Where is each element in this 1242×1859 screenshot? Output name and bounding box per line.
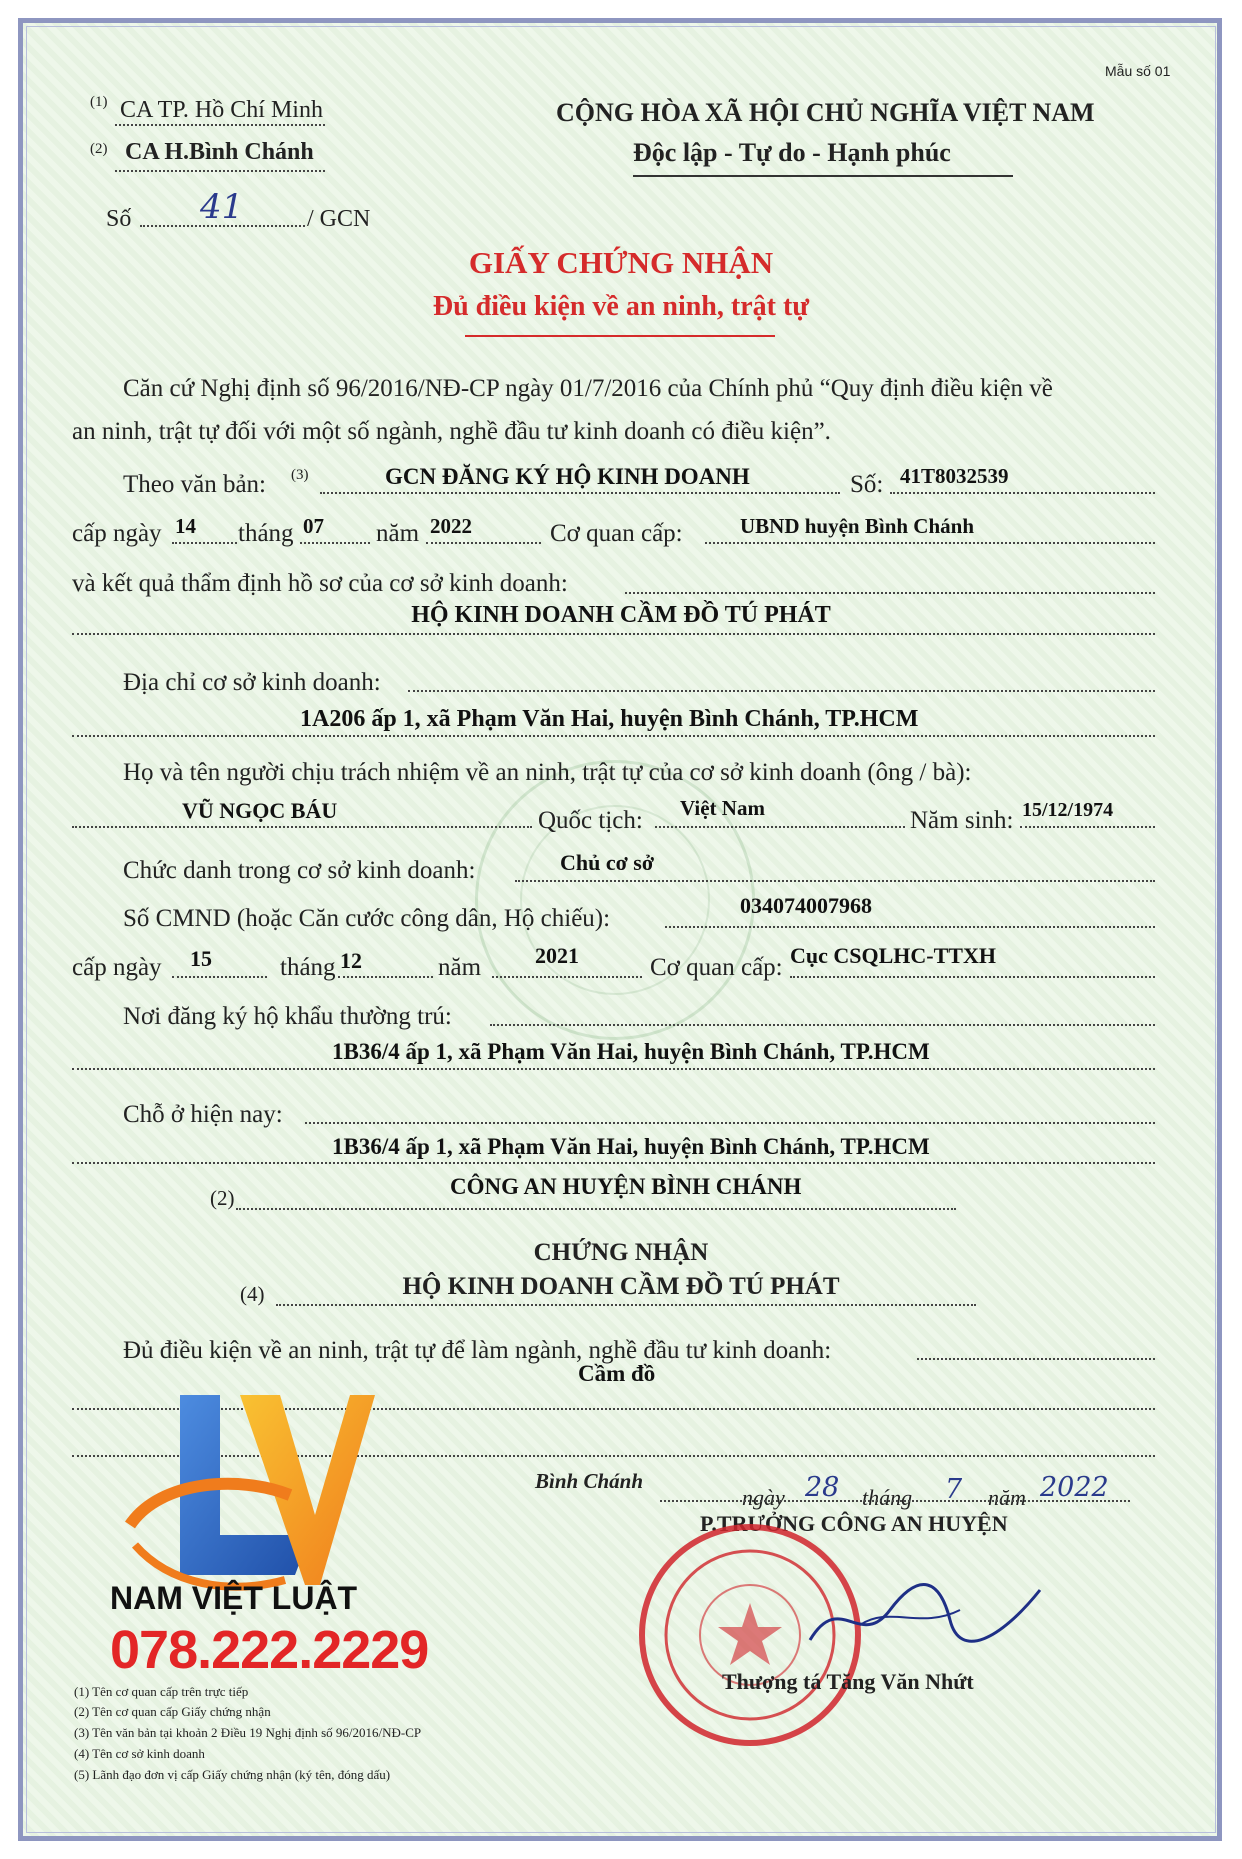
issue-year-dots <box>426 542 541 544</box>
issue-year-label: năm <box>376 520 420 547</box>
address-label: Địa chỉ cơ sở kinh doanh: <box>123 669 381 696</box>
issuing-ref: (2) <box>210 1186 235 1210</box>
certified-value: HỘ KINH DOANH CẦM ĐỒ TÚ PHÁT <box>402 1273 840 1300</box>
number-label: Số <box>106 206 132 232</box>
residence-label: Nơi đăng ký hộ khẩu thường trú: <box>123 1003 452 1030</box>
nationality-value: Việt Nam <box>680 796 765 820</box>
id-day-dots <box>172 976 267 978</box>
birth-dots <box>1020 826 1155 828</box>
current-value: 1B36/4 ấp 1, xã Phạm Văn Hai, huyện Bình Chánh, TP.HCM <box>332 1134 930 1159</box>
sign-year-label: năm <box>988 1485 1026 1510</box>
footnote-ref-3: (3) <box>291 467 309 483</box>
business-name-dots <box>72 633 1155 635</box>
so-dots <box>890 492 1155 494</box>
position-value: Chủ cơ sở <box>560 850 655 875</box>
person-name: VŨ NGỌC BÁU <box>182 798 338 823</box>
document-title: GIẤY CHỨNG NHẬN <box>468 245 774 280</box>
nationality-label: Quốc tịch: <box>538 807 643 834</box>
position-dots <box>515 880 1155 882</box>
sign-day: 28 <box>805 1472 840 1503</box>
certifies-label: CHỨNG NHẬN <box>533 1239 709 1266</box>
sign-month-label: tháng <box>862 1485 913 1510</box>
so-value: 41T8032539 <box>900 464 1009 488</box>
agency-line-1-dots <box>115 124 325 126</box>
appraisal-label: và kết quả thẩm định hồ sơ của cơ sở kinh doanh: <box>72 570 568 597</box>
issuer-label: Cơ quan cấp: <box>550 520 683 547</box>
residence-dots <box>72 1068 1155 1070</box>
issue-month-dots <box>300 542 370 544</box>
id-month-label: tháng <box>280 954 336 981</box>
id-month-dots <box>338 976 433 978</box>
id-year-label: năm <box>438 954 482 981</box>
agency-line-2: CA H.Bình Chánh <box>125 139 314 165</box>
eligible-dots <box>917 1358 1155 1360</box>
issuing-value: CÔNG AN HUYỆN BÌNH CHÁNH <box>450 1174 802 1199</box>
footnote-5: (5) Lãnh đạo đơn vị cấp Giấy chứng nhận (ký tên, đóng dấu) <box>74 1767 391 1782</box>
id-issuer-value: Cục CSQLHC-TTXH <box>790 943 996 968</box>
id-dots <box>665 926 1155 928</box>
eligible-label: Đủ điều kiện về an ninh, trật tự để làm ngành, nghề đầu tư kinh doanh: <box>123 1337 832 1364</box>
id-year: 2021 <box>535 943 579 968</box>
number-dots <box>140 225 305 227</box>
id-day-label: cấp ngày <box>72 954 162 981</box>
signer-title: P.TRƯỞNG CÔNG AN HUYỆN <box>700 1511 1008 1536</box>
national-title: CỘNG HÒA XÃ HỘI CHỦ NGHĨA VIỆT NAM <box>556 98 1095 127</box>
document-subtitle: Đủ điều kiện về an ninh, trật tự <box>432 291 810 322</box>
address-value: 1A206 ấp 1, xã Phạm Văn Hai, huyện Bình Chánh, TP.HCM <box>300 706 919 732</box>
sign-place: Bình Chánh <box>535 1469 643 1493</box>
residence-label-dots <box>490 1024 1155 1026</box>
certified-dots <box>276 1304 976 1306</box>
address-label-dots <box>408 690 1155 692</box>
issuer-dots <box>705 542 1155 544</box>
doc-value: GCN ĐĂNG KÝ HỘ KINH DOANH <box>385 464 750 489</box>
doc-label: Theo văn bản: <box>123 471 267 498</box>
footnote-1: (1) Tên cơ quan cấp trên trực tiếp <box>74 1684 249 1699</box>
doc-dots <box>320 492 840 494</box>
issuer-value: UBND huyện Bình Chánh <box>740 514 975 538</box>
id-month: 12 <box>340 948 362 973</box>
id-issuer-dots <box>790 976 1155 978</box>
sign-year: 2022 <box>1040 1472 1109 1503</box>
basis-line-2: an ninh, trật tự đối với một số ngành, nghề đầu tư kinh doanh có điều kiện”. <box>72 418 831 445</box>
national-motto: Độc lập - Tự do - Hạnh phúc <box>633 138 951 167</box>
footnote-3: (3) Tên văn bản tại khoản 2 Điều 19 Nghị định số 96/2016/NĐ-CP <box>74 1725 422 1740</box>
sign-date-dots <box>660 1500 1130 1502</box>
certified-ref: (4) <box>240 1282 265 1306</box>
issue-day: 14 <box>175 514 196 538</box>
id-day: 15 <box>190 946 212 971</box>
id-value: 034074007968 <box>740 893 872 918</box>
handwritten-signature <box>800 1570 1060 1660</box>
current-dots <box>72 1162 1155 1164</box>
title-underline <box>465 335 775 337</box>
appraisal-dots <box>625 592 1155 594</box>
agency-line-2-dots <box>115 170 325 172</box>
footnote-4: (4) Tên cơ sở kinh doanh <box>74 1746 205 1761</box>
footnote-2: (2) Tên cơ quan cấp Giấy chứng nhận <box>74 1704 271 1719</box>
address-dots <box>72 735 1155 737</box>
id-issuer-label: Cơ quan cấp: <box>650 954 783 981</box>
issue-day-label: cấp ngày <box>72 520 162 547</box>
footnote-ref-1: (1) <box>90 94 108 110</box>
nationality-dots <box>655 826 905 828</box>
issue-month-label: tháng <box>238 520 294 547</box>
basis-line-1: Căn cứ Nghị định số 96/2016/NĐ-CP ngày 01/7/2016 của Chính phủ “Quy định điều kiện về <box>123 375 1053 402</box>
signer-name: Thượng tá Tăng Văn Nhứt <box>722 1669 974 1694</box>
sign-day-label: ngày <box>742 1485 785 1510</box>
birth-value: 15/12/1974 <box>1022 799 1114 821</box>
current-label-dots <box>305 1122 1155 1124</box>
number-suffix: / GCN <box>307 206 371 232</box>
brand-logo <box>120 1385 380 1600</box>
certificate-number: 41 <box>200 187 244 227</box>
so-label: Số: <box>850 471 884 498</box>
footnote-ref-2: (2) <box>90 141 108 157</box>
brand-phone: 078.222.2229 <box>110 1620 429 1680</box>
issue-month: 07 <box>303 514 324 538</box>
birth-label: Năm sinh: <box>910 807 1014 834</box>
trade-value: Cầm đồ <box>578 1361 656 1386</box>
form-code: Mẫu số 01 <box>1105 63 1171 79</box>
residence-value: 1B36/4 ấp 1, xã Phạm Văn Hai, huyện Bình Chánh, TP.HCM <box>332 1039 930 1064</box>
sign-month: 7 <box>945 1474 963 1505</box>
issue-year: 2022 <box>430 514 472 538</box>
id-year-dots <box>492 976 642 978</box>
motto-underline <box>633 175 1013 177</box>
person-label: Họ và tên người chịu trách nhiệm về an ninh, trật tự của cơ sở kinh doanh (ông / bà): <box>123 759 972 786</box>
agency-line-1: CA TP. Hồ Chí Minh <box>120 97 323 123</box>
issuing-dots <box>236 1208 956 1210</box>
current-label: Chỗ ở hiện nay: <box>123 1101 283 1128</box>
position-label: Chức danh trong cơ sở kinh doanh: <box>123 857 476 884</box>
brand-name: NAM VIỆT LUẬT <box>110 1580 358 1616</box>
person-dots <box>72 826 532 828</box>
id-label: Số CMND (hoặc Căn cước công dân, Hộ chiếu): <box>123 905 611 932</box>
business-name: HỘ KINH DOANH CẦM ĐỒ TÚ PHÁT <box>411 602 831 628</box>
issue-day-dots <box>172 542 237 544</box>
